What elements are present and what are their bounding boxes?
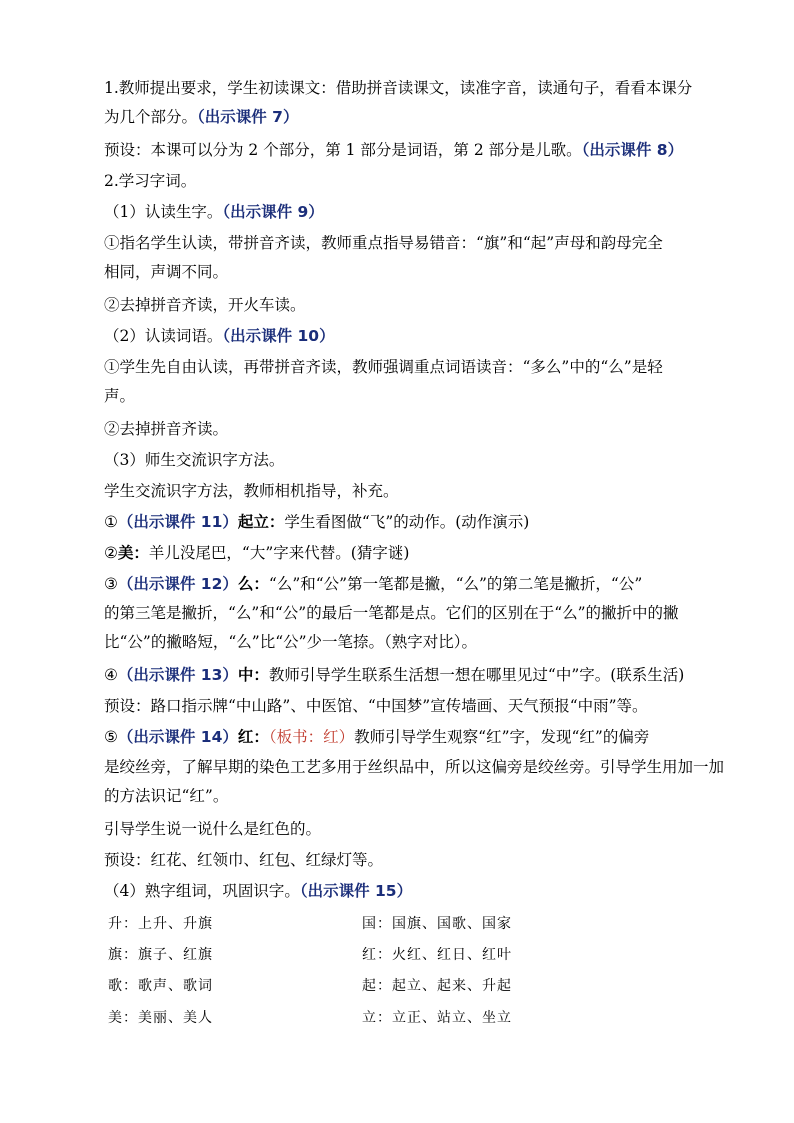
paragraph-line: ①学生先自由认读，再带拼音齐读，教师强调重点词语读音：“多么”中的“么”是轻 [104, 358, 663, 376]
paragraph-line: 的第三笔是撇折，“么”和“公”的最后一笔都是点。它们的区别在于“么”的撇折中的撇 [104, 604, 679, 622]
paragraph-line: 预设：本课可以分为 2 个部分，第 1 部分是词语，第 2 部分是儿歌。（出示课件 8） [104, 141, 684, 159]
paragraph-line: 相同，声调不同。 [104, 263, 229, 281]
word-table-row: 旗：旗子、红旗 红：火红、红日、红叶 [108, 947, 512, 963]
paragraph-line: 是绞丝旁，了解早期的染色工艺多用于丝织品中，所以这偏旁是绞丝旁。引导学生用加一加 [104, 758, 725, 776]
paragraph-line: 1.教师提出要求，学生初读课文：借助拼音读课文，读准字音，读通句子，看看本课分 [104, 79, 693, 97]
word-table-row: 升：上升、升旗 国：国旗、国歌、国家 [108, 916, 512, 932]
paragraph-line: （2）认读词语。（出示课件 10） [104, 327, 335, 345]
paragraph-line: ②美：羊儿没尾巴，“大”字来代替。(猜字谜) [104, 543, 410, 562]
paragraph-line: 的方法识记“红”。 [104, 787, 229, 805]
paragraph-line: ⑤（出示课件 14）红：（板书：红）教师引导学生观察“红”字，发现“红”的偏旁 [104, 727, 650, 746]
paragraph-line: ①（出示课件 11）起立：学生看图做“飞”的动作。(动作演示) [104, 512, 530, 531]
paragraph-line: 预设：路口指示牌“中山路”、中医馆、“中国梦”宣传墙画、天气预报“中雨”等。 [104, 697, 648, 715]
paragraph-line: 声。 [104, 387, 136, 405]
paragraph-line: （4）熟字组词，巩固识字。（出示课件 15） [104, 882, 413, 900]
paragraph-line: 引导学生说一说什么是红色的。 [104, 820, 322, 838]
paragraph-line: 预设：红花、红领巾、红包、红绿灯等。 [104, 851, 384, 869]
paragraph-line: （3）师生交流识字方法。 [104, 451, 285, 469]
paragraph-line: ④（出示课件 13）中：教师引导学生联系生活想一想在哪里见过“中”字。(联系生活) [104, 665, 685, 684]
paragraph-line: ③（出示课件 12）么：“么”和“公”第一笔都是撇，“么”的第二笔是撇折，“公” [104, 574, 643, 593]
paragraph-line: 比“公”的撇略短，“么”比“公”少一笔捺。（熟字对比）。 [104, 633, 478, 651]
paragraph-line: 学生交流识字方法，教师相机指导，补充。 [104, 482, 399, 500]
paragraph-line: 2.学习字词。 [104, 172, 197, 190]
paragraph-line: ①指名学生认读，带拼音齐读，教师重点指导易错音：“旗”和“起”声母和韵母完全 [104, 234, 663, 252]
paragraph-line: （1）认读生字。（出示课件 9） [104, 203, 324, 221]
paragraph-line: 为几个部分。（出示课件 7） [104, 108, 299, 126]
word-table-row: 美：美丽、美人 立：立正、站立、坐立 [108, 1010, 512, 1026]
word-table-row: 歌：歌声、歌词 起：起立、起来、升起 [108, 978, 512, 994]
paragraph-line: ②去掉拼音齐读，开火车读。 [104, 296, 306, 314]
paragraph-line: ②去掉拼音齐读。 [104, 420, 229, 438]
